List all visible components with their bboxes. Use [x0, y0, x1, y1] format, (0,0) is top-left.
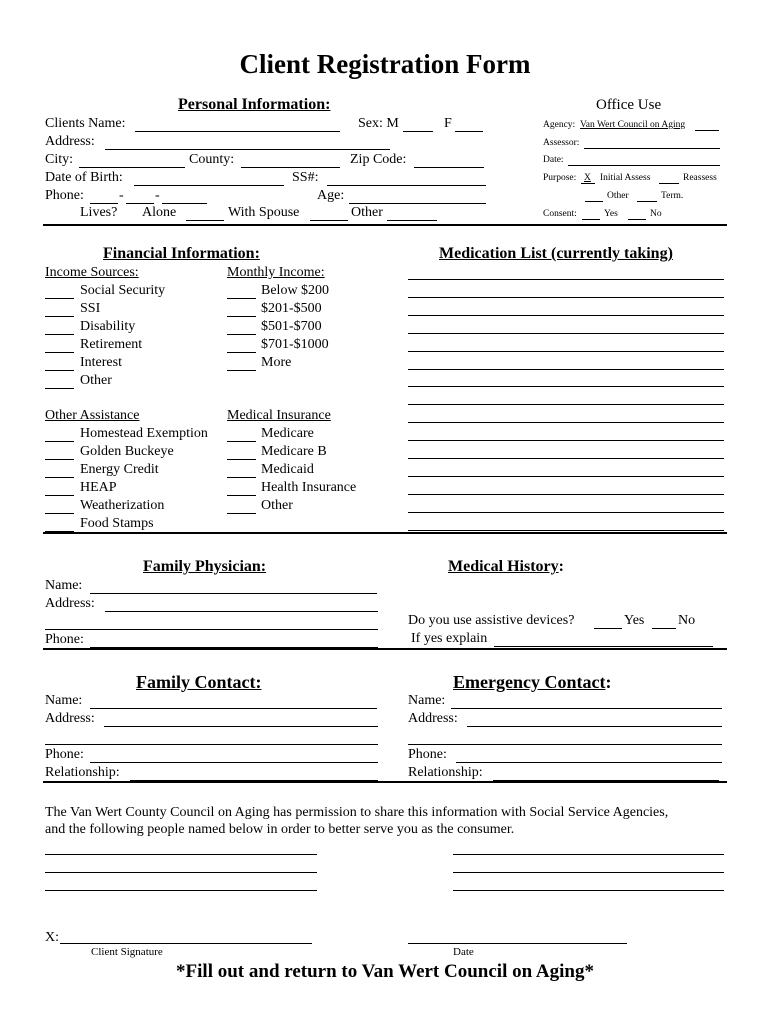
monthly-income-checkbox-line[interactable] — [227, 352, 256, 353]
sex-f-field[interactable] — [455, 131, 483, 132]
office-purpose-label: Purpose: — [543, 173, 577, 183]
assistive-no-field[interactable] — [652, 628, 676, 629]
other-assistance-checkbox-line[interactable] — [45, 477, 74, 478]
consent-person-field[interactable] — [453, 854, 724, 855]
physician-address-field[interactable] — [105, 611, 378, 612]
income-source-option: Other — [80, 373, 112, 388]
section-divider — [43, 648, 727, 650]
office-purpose-field[interactable] — [581, 183, 595, 184]
income-source-option: Retirement — [80, 337, 143, 352]
signature-x-label: X: — [45, 930, 59, 945]
personal-info-heading: Personal Information: — [178, 96, 331, 113]
medication-entry-line[interactable] — [408, 440, 724, 441]
monthly-income-checkbox-line[interactable] — [227, 298, 256, 299]
emergency-relationship-label: Relationship: — [408, 765, 483, 780]
income-sources-label: Income Sources: — [45, 265, 139, 280]
medication-entry-line[interactable] — [408, 458, 724, 459]
medical-insurance-option: Medicare — [261, 426, 314, 441]
office-consent-no-field[interactable] — [628, 219, 646, 220]
physician-address-label: Address: — [45, 596, 95, 611]
office-date-field[interactable] — [568, 165, 720, 166]
lives-alone-field[interactable] — [186, 220, 224, 221]
signature-date-field[interactable] — [408, 943, 627, 944]
family-relationship-label: Relationship: — [45, 765, 120, 780]
other-assistance-option: Golden Buckeye — [80, 444, 174, 459]
physician-name-field[interactable] — [90, 593, 377, 594]
age-label: Age: — [317, 188, 345, 203]
physician-address-field-2[interactable] — [45, 629, 378, 630]
office-term-field[interactable] — [637, 201, 657, 202]
medical-insurance-checkbox-line[interactable] — [227, 459, 256, 460]
monthly-income-option: $701-$1000 — [261, 337, 329, 352]
medication-entry-line[interactable] — [408, 530, 724, 531]
physician-name-label: Name: — [45, 578, 83, 593]
medical-insurance-checkbox-line[interactable] — [227, 441, 256, 442]
assistive-devices-question: Do you use assistive devices? — [408, 613, 575, 628]
emergency-contact-heading-colon: : — [605, 672, 612, 692]
other-assistance-label: Other Assistance — [45, 408, 140, 423]
income-source-option: SSI — [80, 301, 101, 316]
office-consent-no: No — [650, 209, 662, 219]
medical-insurance-checkbox-line[interactable] — [227, 513, 256, 514]
income-source-option: Social Security — [80, 283, 166, 298]
age-field[interactable] — [349, 203, 486, 204]
family-phone-label: Phone: — [45, 747, 84, 762]
assistive-explain-field[interactable] — [494, 646, 713, 647]
other-assistance-checkbox-line[interactable] — [45, 495, 74, 496]
income-source-checkbox-line[interactable] — [45, 298, 74, 299]
monthly-income-checkbox-line[interactable] — [227, 316, 256, 317]
other-assistance-checkbox-line[interactable] — [45, 459, 74, 460]
office-other-field[interactable] — [585, 201, 603, 202]
city-field[interactable] — [79, 167, 185, 168]
emergency-phone-label: Phone: — [408, 747, 447, 762]
emergency-phone-field[interactable] — [456, 762, 722, 763]
office-other: Other — [607, 191, 629, 201]
medication-entry-line[interactable] — [408, 315, 724, 316]
emergency-heading-wrap — [453, 672, 611, 692]
emergency-address-field-2[interactable] — [408, 744, 722, 745]
ssn-label: SS#: — [292, 170, 319, 185]
physician-phone-label: Phone: — [45, 632, 84, 647]
monthly-income-option: Below $200 — [261, 283, 330, 298]
family-address-field-2[interactable] — [45, 744, 378, 745]
financial-heading: Financial Information: — [103, 245, 260, 262]
lives-spouse-label: With Spouse — [228, 205, 300, 220]
lives-other-label: Other — [351, 205, 383, 220]
phone-area-field[interactable] — [90, 203, 118, 204]
office-initial-assess: Initial Assess — [600, 173, 651, 183]
county-field[interactable] — [241, 167, 340, 168]
other-assistance-option: Food Stamps — [80, 516, 154, 531]
phone-prefix-field[interactable] — [126, 203, 154, 204]
family-address-field[interactable] — [104, 726, 378, 727]
lives-other-field[interactable] — [387, 220, 437, 221]
phone-label: Phone: — [45, 188, 84, 203]
income-source-option: Disability — [80, 319, 136, 334]
consent-text-line-1: The Van Wert County Council on Aging has permission to share this information with Social Service Agencies, — [45, 805, 669, 820]
emergency-name-label: Name: — [408, 693, 446, 708]
medication-entry-line[interactable] — [408, 494, 724, 495]
medication-entry-line[interactable] — [408, 404, 724, 405]
medical-insurance-option: Other — [261, 498, 293, 513]
sex-label: Sex: M — [358, 116, 399, 131]
medication-entry-line[interactable] — [408, 422, 724, 423]
other-assistance-option: HEAP — [80, 480, 117, 495]
medical-insurance-option: Medicare B — [261, 444, 327, 459]
other-assistance-option: Energy Credit — [80, 462, 159, 477]
city-label: City: — [45, 152, 74, 167]
consent-person-field[interactable] — [45, 872, 317, 873]
signature-date-label: Date — [453, 946, 474, 958]
medication-heading: Medication List (currently taking) — [439, 245, 673, 262]
assistive-yes-field[interactable] — [594, 628, 622, 629]
other-assistance-option: Weatherization — [80, 498, 165, 513]
family-contact-heading: Family Contact: — [136, 672, 262, 692]
physician-heading: Family Physician: — [143, 558, 267, 575]
sex-m-field[interactable] — [403, 131, 433, 132]
client-signature-field[interactable] — [60, 943, 312, 944]
monthly-income-option: $201-$500 — [261, 301, 322, 316]
medical-insurance-option: Medicaid — [261, 462, 314, 477]
medication-entry-line[interactable] — [408, 512, 724, 513]
consent-person-field[interactable] — [45, 890, 317, 891]
consent-person-field[interactable] — [453, 872, 724, 873]
clients-name-label: Clients Name: — [45, 116, 126, 131]
sex-f-label: F — [444, 116, 452, 131]
medication-entry-line[interactable] — [408, 279, 724, 280]
history-heading: Medical History — [448, 558, 559, 575]
medication-entry-line[interactable] — [408, 386, 724, 387]
address-label: Address: — [45, 134, 95, 149]
office-agency-field[interactable] — [695, 130, 719, 131]
medical-insurance-label: Medical Insurance — [227, 408, 331, 423]
lives-spouse-field[interactable] — [310, 220, 348, 221]
family-phone-field[interactable] — [90, 762, 378, 763]
family-name-field[interactable] — [90, 708, 377, 709]
phone-dash-1: - — [119, 188, 124, 203]
monthly-income-option: $501-$700 — [261, 319, 322, 334]
consent-text-line-2: and the following people named below in order to better serve you as the consumer. — [45, 822, 515, 837]
medical-insurance-checkbox-line[interactable] — [227, 495, 256, 496]
emergency-name-field[interactable] — [451, 708, 722, 709]
office-assessor-field[interactable] — [584, 148, 720, 149]
office-agency-value: Van Wert Council on Aging — [580, 120, 686, 130]
office-agency-label: Agency: — [543, 120, 576, 130]
income-source-checkbox-line[interactable] — [45, 370, 74, 371]
office-reassess-field[interactable] — [659, 183, 679, 184]
footer-instruction: *Fill out and return to Van Wert Council on Aging* — [176, 961, 594, 982]
address-field[interactable] — [105, 149, 390, 150]
income-source-checkbox-line[interactable] — [45, 316, 74, 317]
medication-entry-line[interactable] — [408, 369, 724, 370]
clients-name-field[interactable] — [135, 131, 340, 132]
medication-entry-line[interactable] — [408, 351, 724, 352]
family-address-label: Address: — [45, 711, 95, 726]
office-assessor-label: Assessor: — [543, 138, 580, 148]
other-assistance-option: Homestead Exemption — [80, 426, 208, 441]
section-divider — [43, 781, 727, 783]
section-divider — [43, 532, 727, 534]
section-divider — [43, 224, 727, 226]
zip-field[interactable] — [414, 167, 484, 168]
ssn-field[interactable] — [327, 185, 486, 186]
assistive-yes-label: Yes — [624, 613, 645, 628]
emergency-address-label: Address: — [408, 711, 458, 726]
zip-label: Zip Code: — [350, 152, 407, 167]
emergency-address-field[interactable] — [467, 726, 722, 727]
assistive-explain-label: If yes explain — [411, 631, 488, 646]
medical-insurance-checkbox-line[interactable] — [227, 477, 256, 478]
consent-person-field[interactable] — [453, 890, 724, 891]
phone-line-field[interactable] — [162, 203, 207, 204]
family-name-label: Name: — [45, 693, 83, 708]
monthly-income-checkbox-line[interactable] — [227, 334, 256, 335]
income-source-checkbox-line[interactable] — [45, 352, 74, 353]
monthly-income-label: Monthly Income: — [227, 265, 325, 280]
lives-alone-label: Alone — [142, 205, 177, 220]
medication-entry-line[interactable] — [408, 297, 724, 298]
other-assistance-checkbox-line[interactable] — [45, 441, 74, 442]
office-use-heading: Office Use — [596, 97, 662, 113]
history-heading-wrap — [448, 558, 564, 576]
history-heading-colon: : — [558, 558, 564, 575]
consent-person-field[interactable] — [45, 854, 317, 855]
lives-label: Lives? — [80, 205, 118, 220]
income-source-checkbox-line[interactable] — [45, 388, 74, 389]
monthly-income-checkbox-line[interactable] — [227, 370, 256, 371]
medical-insurance-option: Health Insurance — [261, 480, 357, 495]
monthly-income-option: More — [261, 355, 292, 370]
client-signature-label: Client Signature — [91, 946, 163, 958]
assistive-no-label: No — [678, 613, 696, 628]
office-date-label: Date: — [543, 155, 564, 165]
office-purpose-mark: X — [584, 173, 591, 183]
county-label: County: — [189, 152, 235, 167]
income-source-option: Interest — [80, 355, 122, 370]
office-term: Term. — [661, 191, 684, 201]
medication-entry-line[interactable] — [408, 476, 724, 477]
income-source-checkbox-line[interactable] — [45, 334, 74, 335]
other-assistance-checkbox-line[interactable] — [45, 513, 74, 514]
office-consent-yes: Yes — [604, 209, 618, 219]
dob-label: Date of Birth: — [45, 170, 123, 185]
phone-dash-2: - — [155, 188, 160, 203]
emergency-contact-heading: Emergency Contact — [453, 672, 606, 692]
office-reassess: Reassess — [683, 173, 717, 183]
dob-field[interactable] — [134, 185, 284, 186]
form-title: Client Registration Form — [239, 49, 531, 79]
medication-entry-line[interactable] — [408, 333, 724, 334]
office-consent-yes-field[interactable] — [582, 219, 600, 220]
office-consent-label: Consent: — [543, 209, 577, 219]
